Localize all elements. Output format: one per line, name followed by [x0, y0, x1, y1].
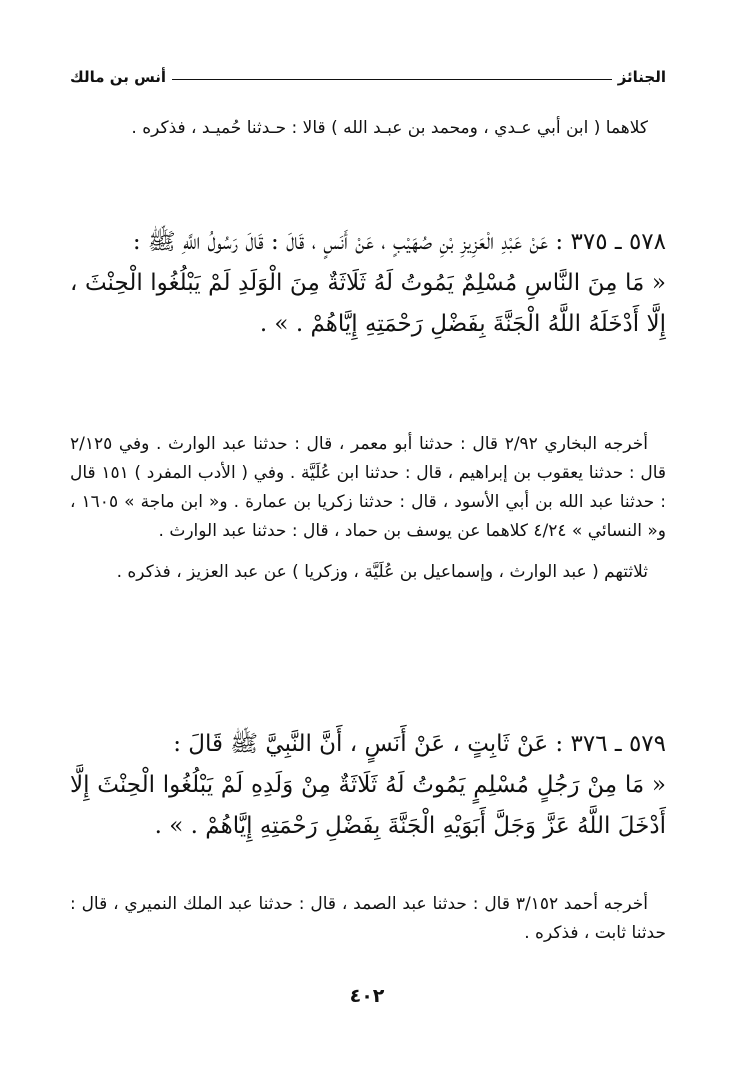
takhrij-579-paragraph-1: أخرجه أحمد ٣/١٥٢ قال : حدثنا عبد الصمد ، قال : حدثنا عبد الملك النميري ، قال : حدثنا ثابت ، فذكره .: [70, 894, 666, 943]
takhrij-579: [70, 890, 666, 948]
takhrij-578: [70, 430, 666, 587]
hadith-578-isnad: ٥٧٨ ـ ٣٧٥ : عَنْ عَبْدِ الْعَزِيزِ بْنِ صُهَيْبٍ ، عَنْ أَنَسٍ ، قَالَ : قَالَ رَسُولُ اللَّهِ ﷺ :: [132, 229, 666, 255]
takhrij-578-paragraph-2: ثلاثتهم ( عبد الوارث ، وإسماعيل بن عُلَيَّة ، وزكريا ) عن عبد العزيز ، فذكره .: [116, 562, 648, 582]
header-rule: [172, 79, 612, 80]
header-narrator-title: أنس بن مالك: [70, 68, 167, 86]
running-header: [70, 62, 666, 86]
hadith-578-matn: « مَا مِنَ النَّاسِ مُسْلِمٌ يَمُوتُ لَهُ ثَلَاثَةٌ مِنَ الْوَلَدِ لَمْ يَبْلُغُوا الْحِنْثَ ، إِلَّا أَدْخَلَهُ اللَّهُ الْجَنَّةَ بِفَضْلِ رَحْمَتِهِ إِيَّاهُمْ . » .: [70, 270, 666, 337]
hadith-579: [70, 724, 666, 847]
hadith-579-isnad: ٥٧٩ ـ ٣٧٦ : عَنْ ثَابِتٍ ، عَنْ أَنَسٍ ، أَنَّ النَّبِيَّ ﷺ قَالَ :: [173, 731, 666, 757]
hadith-578: [70, 222, 666, 345]
header-section-title: الجنائز: [617, 68, 666, 86]
page-number: ٤٠٢: [349, 985, 385, 1007]
hadith-579-matn: « مَا مِنْ رَجُلٍ مُسْلِمٍ يَمُوتُ لَهُ ثَلَاثَةٌ مِنْ وَلَدِهِ لَمْ يَبْلُغُوا الْحِنْثَ إِلَّا أَدْخَلَ اللَّهُ عَزَّ وَجَلَّ أَبَوَيْهِ الْجَنَّةَ بِفَضْلِ رَحْمَتِهِ إِيَّاهُمْ . » .: [70, 772, 666, 839]
takhrij-578-paragraph-1: أخرجه البخاري ٢/٩٢ قال : حدثنا أبو معمر ، قال : حدثنا عبد الوارث . وفي ٢/١٢٥ قال : حدثنا يعقوب بن إبراهيم ، قال : حدثنا ابن عُلَيَّة . وفي ( الأدب المفرد ) ١٥١ قال : حدثنا عبد الله بن أبي الأسود ، قال : حدثنا زكريا بن عمارة . و« ابن ماجة » ١٦٠٥ ، و« النسائي » ٤/٢٤ كلاهما عن يوسف بن حماد ، قال : حدثنا عبد الوارث .: [70, 434, 667, 541]
continuation-text: كلاهما ( ابن أبي عـدي ، ومحمد بن عبـد الله ) قالا : حـدثنا حُميـد ، فذكره .: [131, 118, 648, 138]
continuation-block: [70, 114, 666, 143]
